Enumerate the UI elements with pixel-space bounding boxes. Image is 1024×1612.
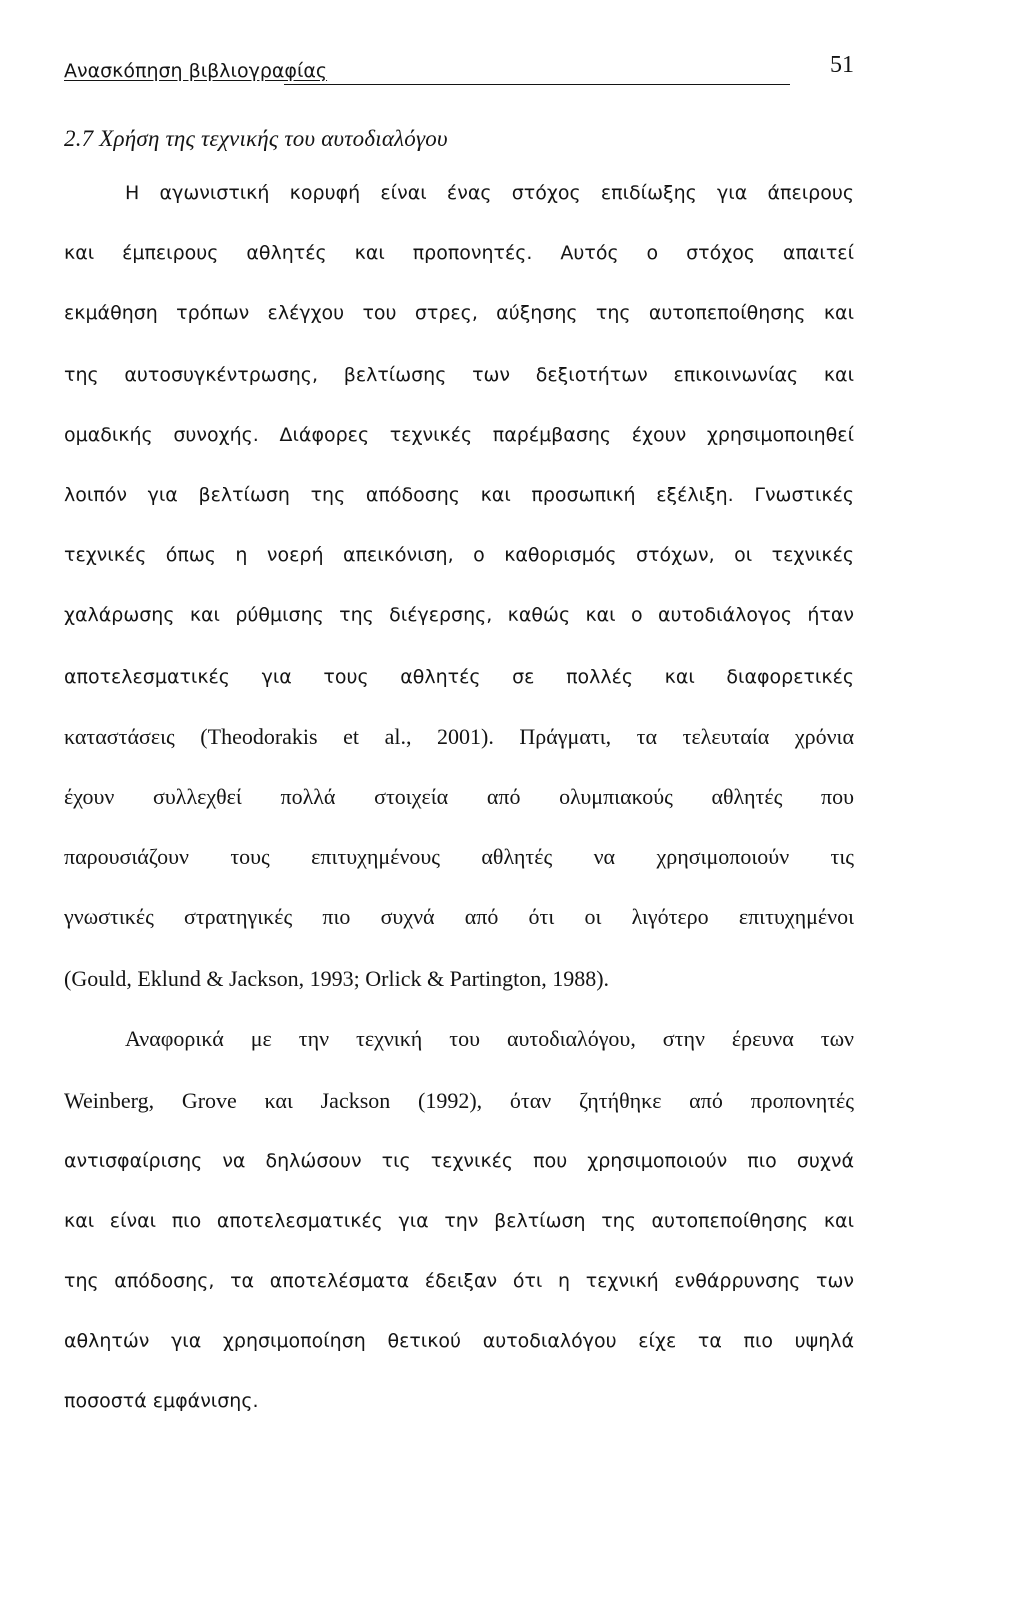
text-line: αποτελεσματικές για τους αθλητές σε πολλές και διαφορετικές — [64, 666, 854, 688]
text-line: τεχνικές όπως η νοερή απεικόνιση, ο καθορισμός στόχων, οι τεχνικές — [64, 544, 854, 566]
page-number: 51 — [830, 52, 854, 78]
text-line: καταστάσεις (Theodorakis et al., 2001). Πράγματι, τα τελευταία χρόνια — [64, 724, 854, 749]
text-line: παρουσιάζουν τους επιτυχημένους αθλητές να χρησιμοποιούν τις — [64, 844, 854, 869]
text-line: λοιπόν για βελτίωση της απόδοσης και προσωπική εξέλιξη. Γνωστικές — [64, 484, 854, 506]
text-line: εκμάθηση τρόπων ελέγχου του στρες, αύξησης της αυτοπεποίθησης και — [64, 302, 854, 324]
section-heading: 2.7 Χρήση της τεχνικής του αυτοδιαλόγου — [64, 126, 448, 151]
text-line: (Gould, Eklund & Jackson, 1993; Orlick & Partington, 1988). — [64, 966, 610, 991]
text-line: γνωστικές στρατηγικές πιο συχνά από ότι οι λιγότερο επιτυχημένοι — [64, 904, 854, 929]
text-line: της απόδοσης, τα αποτελέσματα έδειξαν ότι η τεχνική ενθάρρυνσης των — [64, 1270, 854, 1292]
running-title: Ανασκόπηση βιβλιογραφίας — [64, 60, 328, 82]
text-line: χαλάρωσης και ρύθμισης της διέγερσης, καθώς και ο αυτοδιάλογος ήταν — [64, 604, 854, 626]
text-line: Η αγωνιστική κορυφή είναι ένας στόχος επιδίωξης για άπειρους — [125, 182, 854, 204]
text-line: και έμπειρους αθλητές και προπονητές. Αυτός ο στόχος απαιτεί — [64, 242, 854, 264]
text-line: Weinberg, Grove και Jackson (1992), όταν ζητήθηκε από προπονητές — [64, 1088, 854, 1113]
text-line: και είναι πιο αποτελεσματικές για την βελτίωση της αυτοπεποίθησης και — [64, 1210, 854, 1232]
text-line: αθλητών για χρησιμοποίηση θετικού αυτοδιαλόγου είχε τα πιο υψηλά — [64, 1330, 854, 1352]
running-header — [64, 52, 854, 84]
text-line: αντισφαίρισης να δηλώσουν τις τεχνικές που χρησιμοποιούν πιο συχνά — [64, 1150, 854, 1172]
text-line: Αναφορικά με την τεχνική του αυτοδιαλόγου, στην έρευνα των — [125, 1026, 854, 1051]
text-line: της αυτοσυγκέντρωσης, βελτίωσης των δεξιοτήτων επικοινωνίας και — [64, 364, 854, 386]
text-line: ποσοστά εμφάνισης. — [64, 1390, 259, 1412]
text-line: έχουν συλλεχθεί πολλά στοιχεία από ολυμπιακούς αθλητές που — [64, 784, 854, 809]
text-line: ομαδικής συνοχής. Διάφορες τεχνικές παρέμβασης έχουν χρησιμοποιηθεί — [64, 424, 854, 446]
header-rule — [284, 84, 790, 85]
